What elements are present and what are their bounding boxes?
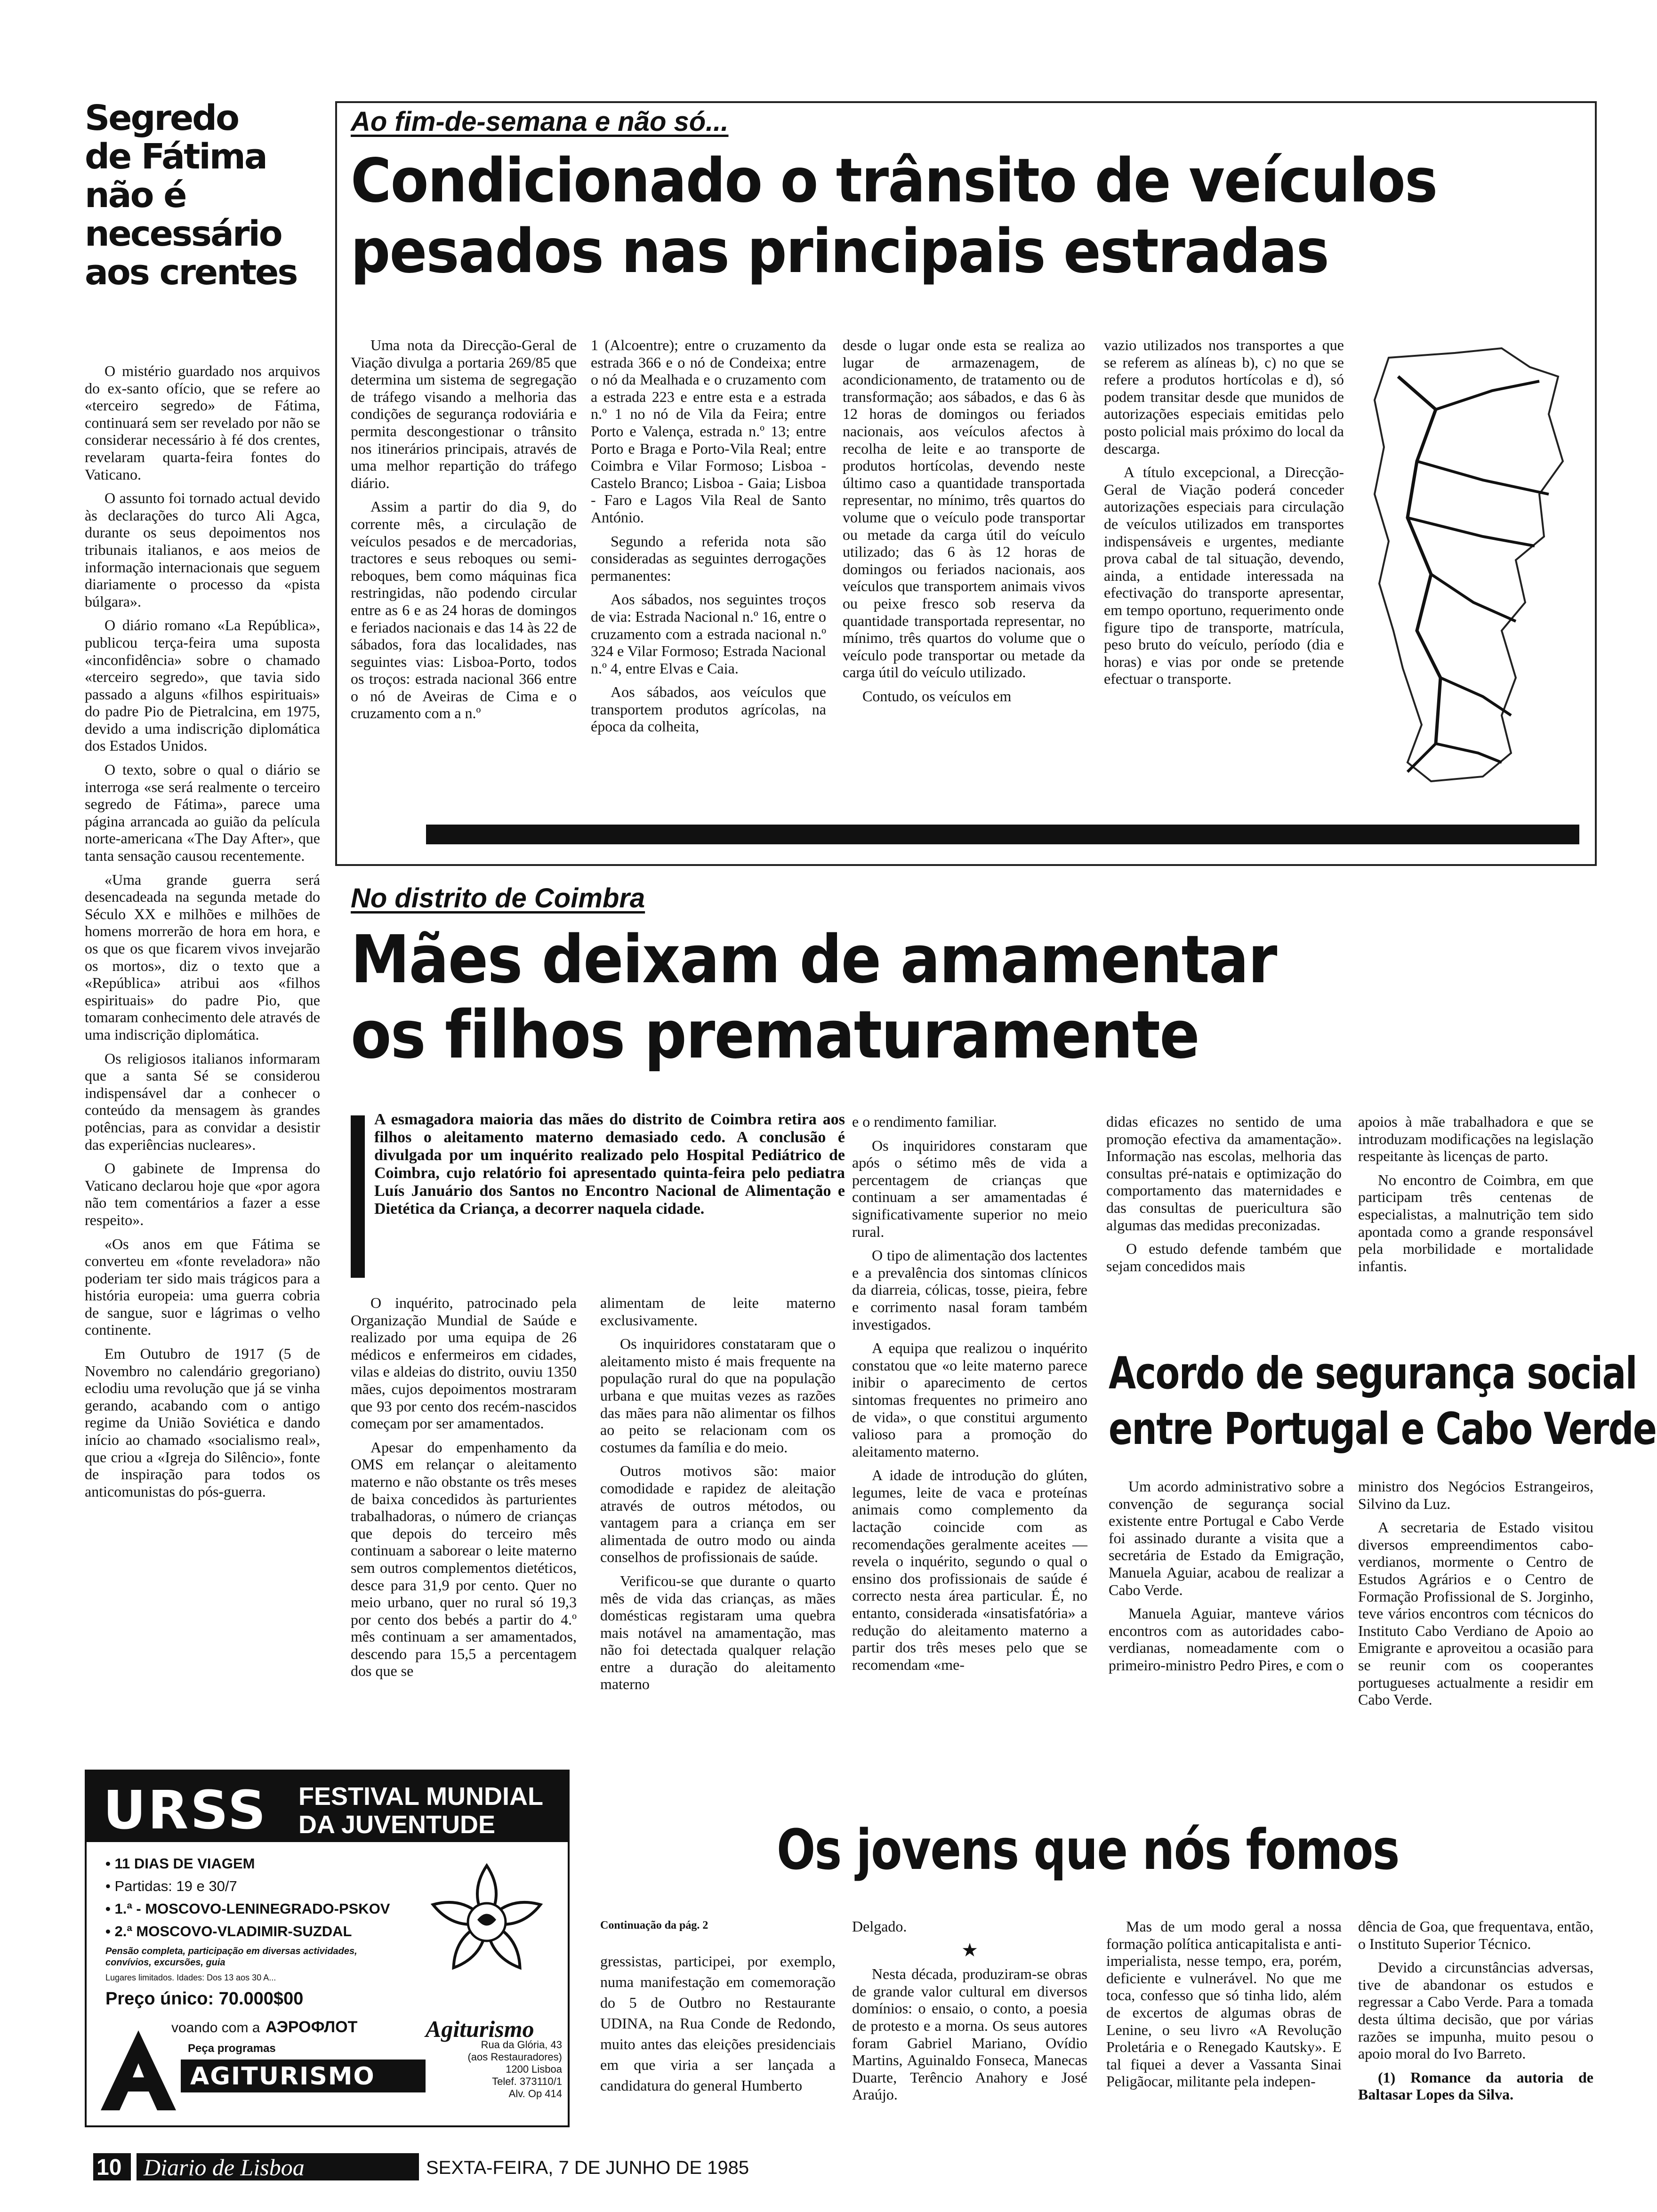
maes-column-4 — [1106, 1113, 1342, 1274]
paragraph: vazio utilizados nos transportes a que se referem as alíneas b), c) no que se refere a produtos hortícolas e d), só podem transitar desde que munidos de autorizações especiais emitidas pelo posto policial mais próximo do local da descarga. — [1104, 337, 1344, 457]
ad-festival: FESTIVAL MUNDIAL — [298, 1782, 543, 1811]
paragraph: A secretaria de Estado visitou diversos empreendimentos cabo-verdianos, mormente o Centro de Estudos Agrários e o Centro de Formação Profissional de S. Jorginho, teve vários encontros com técnicos do Instituto Cabo Verdiano de Apoio ao Emigrante e aproveitou a ocasião para se reunir com os cooperantes portugueses actualmente a residir em Cabo Verde. — [1358, 1519, 1593, 1708]
acordo-column-2 — [1358, 1478, 1593, 1708]
paragraph: «Uma grande guerra será desencadeada na segunda metade do Século XX e milhões e milhões de homens morrerão de hora em hora, e os que os que ficarem vivos invejarão os mortos», diz o texto que a «República» atribui aos «filhos espirituais» do padre Pio, que tomaram conhecimento dele através de uma indiscrição diplomática. — [85, 871, 320, 1043]
paragraph: Verificou-se que durante o quarto mês de vida das crianças, as mães domésticas registaram uma quebra mais notável na amamentação, mas não foi detectada qualquer relação entre a duração do aleitamento materno — [600, 1572, 836, 1693]
ad-address-line: Telef. 373110/1 — [492, 2076, 562, 2087]
transit-headline — [351, 146, 1584, 287]
fatima-title-line: de Fátima — [85, 136, 266, 177]
transit-headline-line: pesados nas principais estradas — [351, 216, 1328, 287]
paragraph: Em Outubro de 1917 (5 de Novembro no calendário gregoriano) eclodiu uma revolução que já se vinha gerando, acabando com o antigo regime da União Soviética e dando início ao chamado «socialismo real», que criou a «Igreja do Silêncio», fonte de inspiração para todos os anticomunistas do pós-guerra. — [85, 1345, 320, 1500]
urss-festival-ad — [85, 1770, 570, 2127]
ad-urss: URSS — [103, 1780, 268, 1841]
ad-brand-block: AGITURISMO — [190, 2062, 375, 2091]
footer-page-number: 10 — [97, 2155, 122, 2180]
transit-column-2 — [591, 337, 826, 735]
footer-newspaper: Diario de Lisboa — [144, 2154, 305, 2180]
maes-column-5 — [1358, 1113, 1593, 1274]
jovens-column-2 — [852, 1918, 1087, 2103]
paragraph: Os inquiridores constaram que após o sétimo mês de vida a percentagem de crianças que continuam a ser amamentadas é significativamente superior no meio rural. — [852, 1137, 1087, 1240]
paragraph: O gabinete de Imprensa do Vaticano declarou hoje que «por agora não tem comentários a fazer a esse respeito». — [85, 1160, 320, 1228]
paragraph: ministro dos Negócios Estrangeiros, Silvino da Luz. — [1358, 1478, 1593, 1512]
paragraph: alimentam de leite materno exclusivamente. — [600, 1294, 836, 1329]
ad-brand-script: Agiturismo — [426, 2016, 534, 2042]
paragraph: O assunto foi tornado actual devido às declarações do turco Ali Agca, durante os seus depoimentos nos tribunais italianos, e aos meios de informação internacionais que seguem diariamente o processo da «pista búlgara». — [85, 489, 320, 610]
paragraph: Os inquiridores constataram que o aleitamento misto é mais frequente na população rural do que na população urbana e que muitas vezes as razões das mães para não alimentar os filhos ao peito se relacionam com os costumes da família e do meio. — [600, 1335, 836, 1456]
paragraph: didas eficazes no sentido de uma promoção efectiva da amamentação». Informação nas escolas, melhoria das consultas pré-natais e optimização do comportamento das maternidades e das consultas de puericultura são algumas das medidas preconizadas. — [1106, 1113, 1342, 1234]
jovens-headline: Os jovens que nós fomos — [777, 1817, 1399, 1882]
fatima-title-line: aos crentes — [85, 252, 297, 293]
paragraph: Uma nota da Direcção-Geral de Viação divulga a portaria 269/85 que determina um sistema de segregação de tráfego visando a melhoria das condições de segurança rodoviária e permita descongestionar o trânsito nos itinerários principais, através de uma melhor repartição do tráfego diário. — [351, 337, 577, 491]
portugal-map-icon — [1360, 339, 1582, 809]
transit-column-4 — [1104, 337, 1344, 688]
jovens-column-1 — [600, 1951, 836, 2096]
paragraph: Assim a partir do dia 9, do corrente mês, a circulação de veículos pesados e de mercadorias, tractores e seus reboques ou semi-reboques, bem como máquinas fica restringidas, não podendo circular entre as 6 e as 24 horas de domingos e feriados nacionais e das 14 às 22 de sábados, fora das localidades, nas seguintes vias: Lisboa-Porto, todos os troços: estrada nacional 366 entre o nó de Aveiras de Cima e o cruzamento com a n.º — [351, 498, 577, 722]
paragraph: Manuela Aguiar, manteve vários encontros com as autoridades cabo-verdianas, nomeadamente com o primeiro-ministro Pedro Pires, e com o — [1109, 1605, 1344, 1674]
ad-address-line: Rua da Glória, 43 — [481, 2039, 562, 2051]
paragraph: Devido a circunstâncias adversas, tive de abandonar os estudos e regressar a Cabo Verde. Para a tomada desta última decisão, que por várias razões se impunha, muito pesou o apoio moral do Ivo Barreto. — [1358, 1959, 1593, 2062]
maes-headline-line: Mães deixam de amamentar — [351, 922, 1277, 998]
paragraph: dência de Goa, que frequentava, então, o Instituto Superior Técnico. — [1358, 1918, 1593, 1952]
paragraph: A equipa que realizou o inquérito constatou que «o leite materno parece inibir o aparecimento de certos sintomas frequentes no primeiro ano de vida», o que constitui argumento valioso para a promoção do aleitamento materno. — [852, 1339, 1087, 1460]
transit-column-3 — [843, 337, 1085, 705]
acordo-headline-line: entre Portugal e Cabo Verde — [1109, 1403, 1657, 1455]
acordo-headline-line: Acordo de segurança social — [1109, 1348, 1637, 1399]
fatima-article-body — [85, 362, 320, 1500]
ad-address-line: 1200 Lisboa — [506, 2063, 562, 2075]
ad-bullet: • 11 DIAS DE VIAGEM — [105, 1855, 255, 1872]
paragraph: Outros motivos são: maior comodidade e rapidez de aleitação através de outros métodos, ou vantagem para a criança em ser alimentada de outro modo ou ainda conselhos de profissionais de saúde. — [600, 1462, 836, 1566]
ad-bullet: • 2.ª MOSCOVO-VLADIMIR-SUZDAL — [105, 1923, 352, 1940]
paragraph: O mistério guardado nos arquivos do ex-santo ofício, que se refere ao «terceiro segredo» de Fátima, continuará sem ser revelado por não se considerar necessário à fé dos crentes, revelaram quarta-feira fontes do Vaticano. — [85, 362, 320, 483]
paragraph: Os religiosos italianos informaram que a santa Sé se considerou indispensável dar a conhecer o conteúdo da mensagem às grandes potências, para as convidar a desistir das experiências nucleares». — [85, 1050, 320, 1153]
agiturismo-logo-icon — [96, 2026, 181, 2115]
fatima-title-line: necessário — [85, 214, 282, 254]
maes-column-3 — [852, 1113, 1087, 1673]
paragraph: O texto, sobre o qual o diário se interroga «se será realmente o terceiro segredo de Fátima», parece uma página arrancada ao guião da película norte-americana «The Day After», que tanta sensação causou recentemente. — [85, 761, 320, 865]
transit-headline-line: Condicionado o trânsito de veículos — [351, 146, 1437, 216]
paragraph: Aos sábados, nos seguintes troços de via: Estrada Nacional n.º 16, entre o cruzamento com a estrada nacional n.º 324 e Vilar Formoso; Estrada Nacional n.º 4, entre Elvas e Caia. — [591, 591, 826, 677]
ad-address-line: Alv. Op 414 — [508, 2088, 562, 2100]
footer-date: SEXTA-FEIRA, 7 DE JUNHO DE 1985 — [426, 2157, 749, 2178]
fatima-title-line: não é — [85, 175, 186, 216]
paragraph: Um acordo administrativo sobre a convenção de segurança social existente entre Portugal e Cabo Verde foi assinado durante a visita que a secretária de Estado da Emigração, Manuela Aguiar, acabou de realizar a Cabo Verde. — [1109, 1478, 1344, 1598]
ad-pension: Pensão completa, participação em diversas actividades, convívios, excursões, guia — [105, 1946, 357, 1968]
paragraph: A título excepcional, a Direcção-Geral de Viação poderá conceder autorizações especiais para circulação de veículos utilizados em transportes indispensáveis e urgentes, mediante prova cabal de tal situação, devendo, ainda, a entidade interessada na efectivação do transporte apresentar, em tempo oportuno, requerimento onde figure tipo de transporte, matrícula, peso bruto do veículo, período (dia e horas) e vias por onde se pretende efectuar o transporte. — [1104, 464, 1344, 688]
ad-festival-2: DA JUVENTUDE — [298, 1811, 496, 1839]
acordo-headline — [1109, 1346, 1657, 1457]
maes-lead: A esmagadora maioria das mães do distrito de Coimbra retira aos filhos o aleitamento materno demasiado cedo. A conclusão é divulgada por um inquérito realizado pelo Hospital Pediátrico de Coimbra, cujo relatório foi apresentado quinta-feira pelo pediatra Luís Januário dos Santos no Encontro Nacional de Alimentação e Dietética da Criança, a decorrer naquela cidade. — [374, 1111, 845, 1218]
paragraph: Contudo, os veículos em — [862, 687, 1012, 705]
maes-kicker: No distrito de Coimbra — [351, 883, 645, 914]
ad-limited: Lugares limitados. Idades: Dos 13 aos 30 A... — [105, 1973, 276, 1982]
paragraph: O tipo de alimentação dos lactentes e a prevalência dos sintomas clínicos da diarreia, cólicas, tosse, pieira, febre e corrimento nasal foram também investigados. — [852, 1247, 1087, 1333]
paragraph: Segundo a referida nota são consideradas as seguintes derrogações permanentes: — [591, 532, 826, 584]
jovens-continuation: Continuação da pág. 2 — [600, 1919, 708, 1931]
paragraph: apoios à mãe trabalhadora e que se introduzam modificações na legislação respeitante às licenças de parto. — [1358, 1113, 1593, 1165]
footnote: (1) Romance da autoria de Baltasar Lopes da Silva. — [1358, 2068, 1593, 2103]
ad-bullet: • Partidas: 19 e 30/7 — [105, 1878, 237, 1894]
portugal-road-map — [1360, 339, 1582, 809]
paragraph: Apesar do empenhamento da OMS em relançar o aleitamento materno e não obstante os três meses de baixa concedidos às parturientes trabalhadoras, o número de crianças que depois do terceiro mês continuam a saborear o leite materno sem outros complementos dietéticos, desce para 31,9 por cento. Quer no meio urbano, quer no rural só 19,3 por cento dos bebés a partir do 4.º mês continuam a ser amamentados, descendo para 15,5 a percentagem dos que se — [351, 1438, 577, 1680]
transit-bottom-bar — [426, 825, 1579, 844]
acordo-column-1 — [1109, 1478, 1344, 1674]
paragraph: 1 (Alcoentre); entre o cruzamento da estrada 366 e o nó de Condeixa; entre o nó da Mealhada e o cruzamento com a estrada 223 e entre esta e a estrada n.º 1 no nó de Vila da Feira; entre Porto e Valença, estrada n.º 13; entre Porto e Braga e Porto-Vila Real; entre Coimbra e Vilar Formoso; Lisboa - Castelo Branco; Lisboa - Gaia; Lisboa - Faro e Lagos Vila Real de Santo António. — [591, 337, 826, 526]
paragraph: e o rendimento familiar. — [852, 1113, 997, 1130]
ad-voando: voando com a — [171, 2020, 260, 2036]
fatima-title — [85, 99, 311, 292]
jovens-column-4 — [1358, 1918, 1593, 2103]
maes-headline-line: os filhos prematuramente — [351, 997, 1199, 1074]
jovens-column-3 — [1106, 1918, 1342, 2090]
ad-address-line: (aos Restauradores) — [467, 2051, 562, 2063]
maes-column-1 — [351, 1294, 577, 1680]
transit-column-1 — [351, 337, 577, 722]
ad-peca: Peça programas — [188, 2042, 276, 2055]
maes-headline — [351, 922, 1339, 1073]
star-icon: ★ — [961, 1939, 978, 1961]
paragraph: Aos sábados, aos veículos que transportem produtos agrícolas, na época da colheita, — [591, 683, 826, 735]
paragraph: gressistas, participei, por exemplo, numa manifestação em comemoração do 5 de Outbro no Restaurante UDINA, na Rua Conde de Redondo, muito antes das eleições presidenciais em que viria a ser lançada a candidatura do general Humberto — [600, 1953, 836, 2094]
maes-lead-bar — [351, 1115, 365, 1278]
maes-column-2 — [600, 1294, 836, 1693]
fatima-title-line: Segredo — [85, 98, 238, 138]
ad-bullet: • 1.ª - MOSCOVO-LENINEGRADO-PSKOV — [105, 1900, 390, 1917]
paragraph: «Os anos em que Fátima se converteu em «fonte reveladora» não poderiam ter sido mais trágicos para a história europeia: uma guerra cobria de sangue, suor e lágrimas o velho continente. — [85, 1235, 320, 1338]
ad-airline: АЭРОФЛОТ — [265, 2018, 358, 2036]
paragraph: O estudo defende também que sejam concedidos mais — [1106, 1240, 1342, 1274]
paragraph: O diário romano «La República», publicou terça-feira uma suposta «inconfidência» sobre o chamado «terceiro segredo», que tavia sido passado a alguns «filhos espirituais» do padre Pio de Pietralcina, em 1975, devido a uma indiscrição diplomática dos Estados Unidos. — [85, 617, 320, 754]
paragraph: Mas de um modo geral a nossa formação política anticapitalista e anti-imperialista, nesse tempo, era, porém, deficiente e vulnerável. No que me toca, confesso que só tinha lido, além de excertos de algumas obras de Lenine, o seu livro «A Revolução Proletária e o Renegado Kautsky». E tal fiquei a dever a Vassanta Sinai Peligãocar, militante pela indepen- — [1106, 1918, 1342, 2090]
paragraph: A idade de introdução do glúten, legumes, leite de vaca e proteínas animais como complemento da lactação coincide com as recomendações geralmente aceites — revela o inquérito, segundo o qual o ensino dos profissionais de saúde é correcto nesta área particular. É, no entanto, considerada «insatisfatória» a redução do aleitamento materno a partir dos três meses pelo que se recomendam «me- — [852, 1467, 1087, 1673]
ad-price: Preço único: 70.000$00 — [105, 1989, 304, 2009]
paragraph: Nesta década, produziram-se obras de grande valor cultural em diversos domínios: o ensaio, o conto, a poesia de protesto e a morna. Os seus autores foram Gabriel Mariano, Ovídio Martins, Aguinaldo Fonseca, Manecas Duarte, Terêncio Anahory e José Araújo. — [852, 1965, 1087, 2103]
transit-kicker: Ao fim-de-semana e não só... — [351, 106, 729, 137]
paragraph: No encontro de Coimbra, em que participam três centenas de especialistas, a malnutrição tem sido apontada como a grande responsável pela morbilidade e mortalidade infantis. — [1358, 1171, 1593, 1274]
festival-emblem-icon — [416, 1851, 557, 1993]
paragraph: Delgado. — [852, 1918, 907, 1935]
paragraph: desde o lugar onde esta se realiza ao lugar de armazenagem, de acondicionamento, de tratamento ou de transformação; aos sábados, e das 6 às 12 horas de domingos ou feriados nacionais, aos veículos afectos à recolha de leite e ao transporte de produtos hortícolas, devendo neste último caso a quantidade transportada representar, no mínimo, três quartos do volume que o veículo pode transportar ou metade da carga útil do veículo utilizado; das 6 às 12 horas de domingos ou feriados nacionais, aos veículos que transportem animais vivos ou peixe fresco sob reserva da quantidade transportada representar, no mínimo, três quartos do volume que o veículo pode transportar ou metade da carga útil do veículo utilizado. — [843, 337, 1085, 681]
paragraph: O inquérito, patrocinado pela Organização Mundial de Saúde e realizado por uma equipa de 26 médicos e enfermeiros em cidades, vilas e aldeias do distrito, ouviu 1350 mães, cujos depoimentos mostraram que 93 por cento dos recém-nascidos começam por ser amamentados. — [351, 1294, 577, 1432]
ad-address — [435, 2039, 562, 2100]
